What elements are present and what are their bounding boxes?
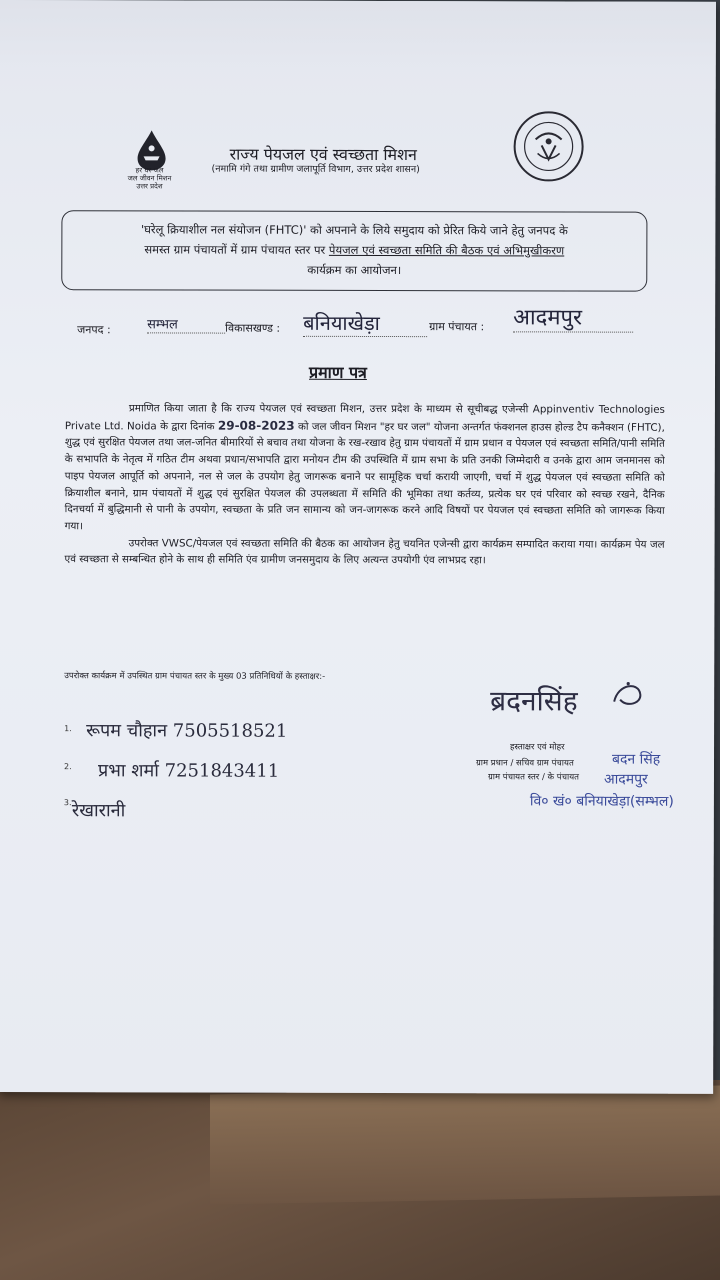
program-line-2 (62, 239, 646, 261)
signature-caption-1: हस्ताक्षर एवं मोहर (510, 742, 565, 753)
signature-caption-2: ग्राम प्रधान / सचिव ग्राम पंचायत (475, 758, 574, 769)
pradhan-signature: ब्रदनसिंह (490, 684, 578, 718)
representative-signature-2: प्रभा शर्मा 7251843411 (97, 760, 280, 782)
logo-caption: हर घर जल जल जीवन मिशन उत्तर प्रदेश (127, 166, 172, 191)
representative-row-2 (64, 754, 72, 773)
representative-number: 1. (64, 724, 72, 734)
representative-signature-3: रेखारानी (71, 800, 126, 822)
paper-fold-shadow (0, 0, 716, 72)
event-date: 29-08-2023 (217, 418, 295, 433)
representative-number: 3. (63, 798, 72, 808)
certificate-body (65, 400, 665, 570)
stamp-line-3: वि० खं० बनियाखेड़ा(सम्भल) (529, 793, 674, 810)
mission-subtitle: (नमामि गंगे तथा ग्रामीण जलापूर्ति विभाग, उत्तर प्रदेश शासन) (211, 163, 420, 176)
program-line-2-part-a: समस्त ग्राम पंचायतों में ग्राम पंचायत स्तर पर (144, 242, 329, 257)
signature-flourish-icon (608, 678, 648, 712)
paragraph-1-part-b: को जल जीवन मिशन "हर घर जल" योजना अन्तर्गत फंक्शनल हाउस होल्ड टैप कनैक्शन (FHTC), शुद्ध एवं सुरक्षित पेयजल तथा जल-जनित बीमारियों से बचाव तथा योजना के रख-रखाव हेतु ग्राम पंचायतों में ग्राम प्रधान व पेयजल एवं स्वच्छता समिति/पानी समिति के सभापति के नेतृत्व में गठित टीम अथवा प्रधान/सभापति द्वारा मनोयन टीम की उपस्थिति में ग्राम सभा के प्रति उनकी जिम्मेदारी व उनके द्वारा आम जनमानस को पाइप पेयजल आपूर्ति को अपनाने, नल से जल के उपयोग हेतु जागरूक बनाने पर सामूहिक चर्चा करायी जाएगी, चर्चा में शुद्ध पेयजल एवं स्वच्छता समिति को क्रियाशील बनाने, ग्राम पंचायतों में शुद्ध एवं सुरक्षित पेयजल की उपलब्धता में समिति की भूमिका तथा कर्तव्य, प्रत्येक घर एवं परिवार को स्वच्छ रखने, दैनिक दिनचर्या में बुद्धिमानी से पानी के उपयोग, स्वच्छता के प्रति जन सामान्य को जन-जागरूक करने आदि विषयों पर पेयजल एवं स्वच्छता समिति को जागरूक किया गया। (64, 420, 665, 533)
background-table-surface (210, 1086, 720, 1205)
district-value: सम्भल (147, 314, 225, 333)
panchayat-value: आदमपुर (513, 301, 633, 332)
stamp-line-1: बदन सिंह (611, 751, 661, 768)
representative-row-3 (64, 790, 72, 809)
location-fields (77, 305, 677, 337)
program-line-2-part-b: पेयजल एवं स्वच्छता समिति की बैठक एवं अभिमुखीकरण (328, 242, 565, 258)
program-line-1: 'घरेलू क्रियाशील नल संयोजन (FHTC)' को अपनाने के लिये समुदाय को प्रेरित किये जाने हेतु जनपद के (140, 222, 568, 238)
paragraph-1-part-a: प्रमाणित किया जाता है कि राज्य पेयजल एवं स्वच्छता मिशन, उत्तर प्रदेश के माध्यम से सूचीबद्ध एजेन्सी Appinventiv Technologies Private Ltd. Noida के द्वारा दिनांक (64, 402, 665, 433)
certificate-title: प्रमाण पत्र (309, 362, 367, 382)
program-title-box (61, 210, 647, 292)
certificate-paragraph-2: उपरोक्त VWSC/पेयजल एवं स्वच्छता समिति की बैठक का आयोजन हेतु चयनित एजेन्सी द्वारा कार्यक्रम सम्पादित कराया गया। कार्यक्रम पेय जल एवं स्वच्छता से सम्बन्धित होने के साथ ही समिति एंव ग्रामीण जनसमुदाय के लिए अत्यन्त उपयोगी एंव लाभप्रद रहा। (64, 536, 665, 567)
representative-signature-1: रूपम चौहान 7505518521 (86, 720, 288, 742)
panchayat-label: ग्राम पंचायत : (429, 320, 485, 334)
block-label: विकासखण्ड : (225, 321, 281, 335)
certificate-paragraph-1 (65, 400, 665, 536)
stamp-line-2: आदमपुर (603, 771, 648, 788)
representative-row-1 (64, 716, 72, 735)
mission-title: राज्य पेयजल एवं स्वच्छता मिशन (229, 144, 417, 165)
representative-number: 2. (63, 762, 72, 772)
signature-caption-3: ग्राम पंचायत स्तर / के पंचायत (487, 772, 579, 783)
block-value: बनियाखेड़ा (303, 309, 427, 337)
representatives-label: उपरोक्त कार्यक्रम में उपस्थित ग्राम पंचायत स्तर के मुख्य 03 प्रतिनिधियों के हस्ताक्षर:- (64, 671, 326, 682)
program-line-3: कार्यक्रम का आयोजन। (307, 262, 402, 278)
uttar-pradesh-seal-icon (512, 109, 586, 183)
district-label: जनपद : (77, 323, 111, 337)
